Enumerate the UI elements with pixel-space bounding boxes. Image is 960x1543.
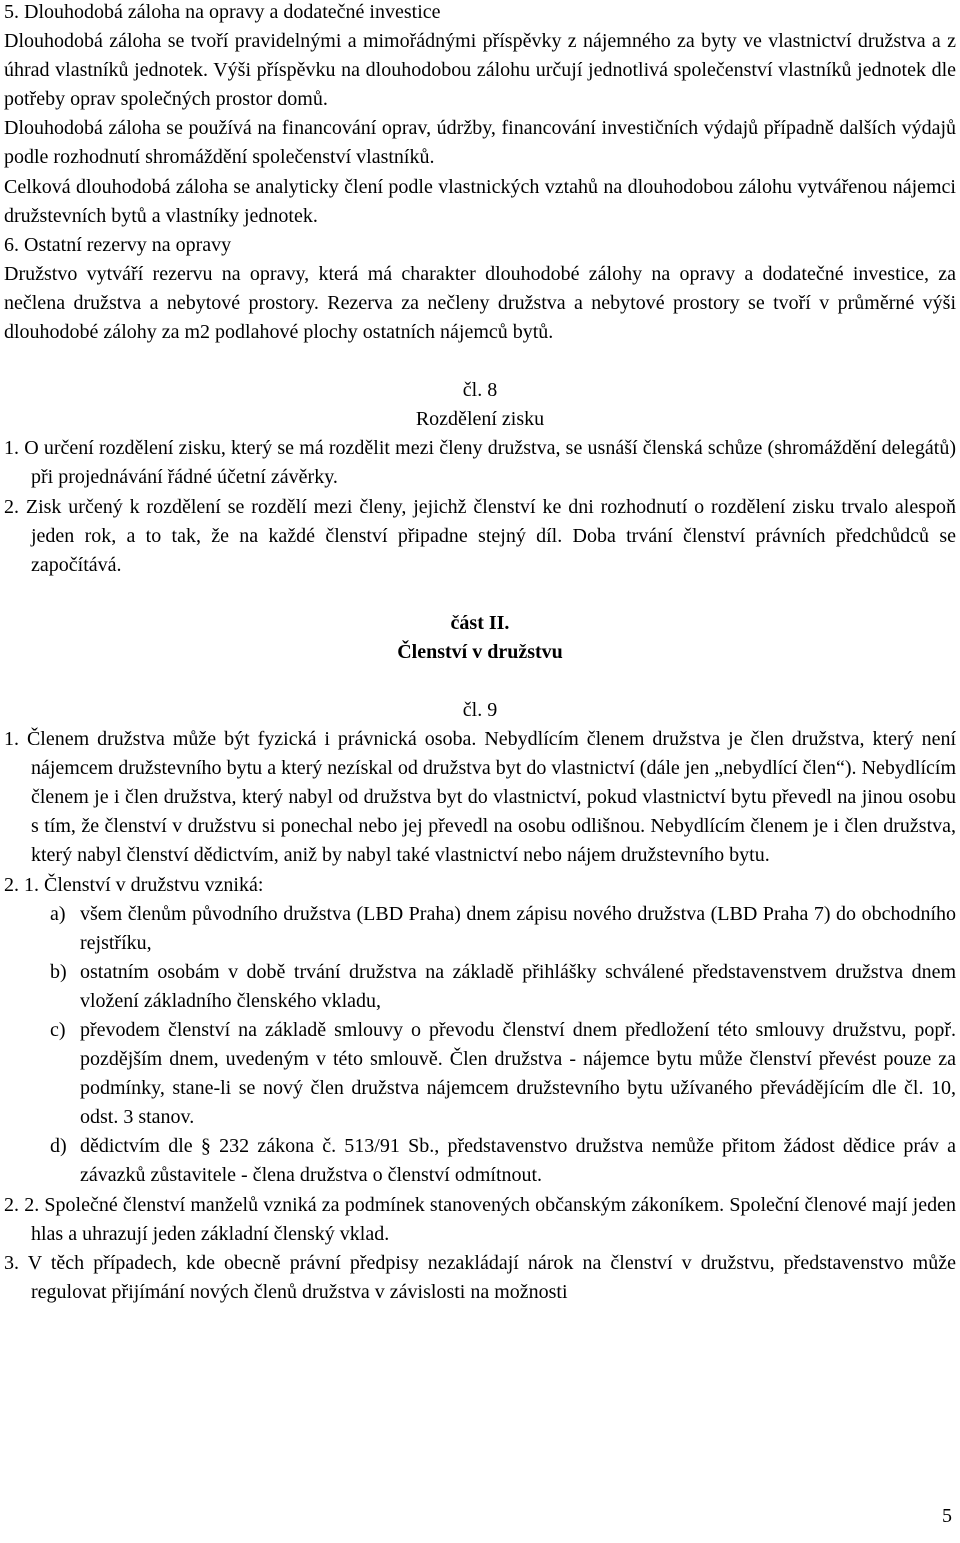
section-5-paragraph-2: Dlouhodobá záloha se používá na financování oprav, údržby, financování investičních výdajů případně dalších výdajů podle rozhodnutí shromáždění společenství vlastníků. xyxy=(4,117,956,169)
section-5-paragraph-1: Dlouhodobá záloha se tvoří pravidelnými a mimořádnými příspěvky z nájemného za byty ve vlastnictví družstva a z úhrad vlastníků jednotek. Výši příspěvku na dlouhodobou zálohu určují jednotlivá společenství vlastníků jednotek dle potřeby oprav společných prostor domů. xyxy=(4,30,956,111)
list-item-label: b) xyxy=(50,960,67,983)
list-item-text: všem členům původního družstva (LBD Praha) dnem zápisu nového družstva (LBD Praha 7) do obchodního rejstříku, xyxy=(80,902,956,954)
list-item-text: ostatním osobám v době trvání družstva na základě přihlášky schválené představenstvem družstva dnem vložení základního členského vkladu, xyxy=(80,960,956,1012)
article-8-title: Rozdělení zisku xyxy=(415,408,545,431)
section-5-paragraph-3: Celková dlouhodobá záloha se analyticky člení podle vlastnických vztahů na dlouhodobou zálohu vytvářenou nájemci družstevních bytů a vlastníky jednotek. xyxy=(4,175,956,227)
article-9-number: čl. 9 xyxy=(462,698,498,721)
list-item xyxy=(50,1132,956,1190)
page-number: 5 xyxy=(942,1505,952,1527)
spacer xyxy=(4,347,956,376)
article-9-point-3: 3. V těch případech, kde obecně právní předpisy nezakládají nárok na členství v družstvu, představenstvo může regulovat přijímání nových členů družstva v závislosti na možnosti xyxy=(4,1251,956,1303)
list-item-label: a) xyxy=(50,902,66,925)
list-item-text: převodem členství na základě smlouvy o převodu členství dnem předložení této smlouvy družstvu, popř. pozdějším dnem, uvedeným v této smlouvě. Člen družstva - nájemce bytu může členství převést pouze za podmínky, stane-li se nový člen družstva nájemcem družstevního bytu užívaného převádějícím dle čl. 10, odst. 3 stanov. xyxy=(80,1019,956,1129)
article-9-point-2-2: 2. 2. Společné členství manželů vzniká za podmínek stanovených občanským zákoníkem. Společní členové mají jeden hlas a uhrazují jeden základní členský vklad. xyxy=(4,1193,956,1245)
article-9-point-1: 1. Členem družstva může být fyzická i právnická osoba. Nebydlícím členem družstva je člen družstva, který není nájemcem družstevního bytu a který nezískal od družstva byt do vlastnictví (dále jen „nebydlící člen“). Nebydlícím členem je i člen družstva, který nabyl od družstva byt do vlastnictví, pokud vlastnictví bytu převedl na jinou osobu s tím, že členství v družstvu si ponechal nebo jej převedl na osobu odlišnou. Nebydlícím členem je i člen družstva, který nabyl členství dědictvím, aniž by nabyl také vlastnictví nebo nájem družstevního bytu. xyxy=(4,728,956,867)
section-6-paragraph-1: Družstvo vytváří rezervu na opravy, která má charakter dlouhodobé zálohy na opravy a dodatečné investice, za nečlena družstva a nebytové prostory. Rezerva za nečleny družstva a nebytové prostory se tvoří v průměrné výši dlouhodobé zálohy za m2 podlahové plochy ostatních nájemců bytů. xyxy=(4,262,956,344)
article-9-point-2-1-intro: 2. 1. Členství v družstvu vzniká: xyxy=(4,873,264,896)
list-item-text: dědictvím dle § 232 zákona č. 513/91 Sb., představenstvo družstva nemůže přitom žádost dědice práv a závazků zůstavitele - člena družstva o členství odmítnout. xyxy=(80,1135,956,1187)
list-item xyxy=(50,1016,956,1132)
spacer xyxy=(4,580,956,609)
spacer xyxy=(4,667,956,696)
article-8-number: čl. 8 xyxy=(462,379,498,402)
section-5-heading: 5. Dlouhodobá záloha na opravy a dodatečné investice xyxy=(4,1,441,23)
list-item-label: d) xyxy=(50,1135,67,1158)
part-title: část II. xyxy=(450,611,510,634)
list-item-label: c) xyxy=(50,1019,66,1041)
list-item xyxy=(50,900,956,958)
article-8-point-2: 2. Zisk určený k rozdělení se rozdělí mezi členy, jejichž členství ke dni rozhodnutí o rozdělení zisku trvalo alespoň jeden rok, a to tak, že na každé členství připadne stejný díl. Doba trvání členství právních předchůdců se započítává. xyxy=(4,495,956,576)
document-page xyxy=(4,0,956,1307)
section-6-heading: 6. Ostatní rezervy na opravy xyxy=(4,233,232,256)
list-item xyxy=(50,958,956,1016)
article-8-point-1: 1. O určení rozdělení zisku, který se má rozdělit mezi členy družstva, se usnáší členská schůze (shromáždění delegátů) při projednávání řádné účetní závěrky. xyxy=(4,437,956,489)
part-subtitle: Členství v družstvu xyxy=(397,640,563,663)
